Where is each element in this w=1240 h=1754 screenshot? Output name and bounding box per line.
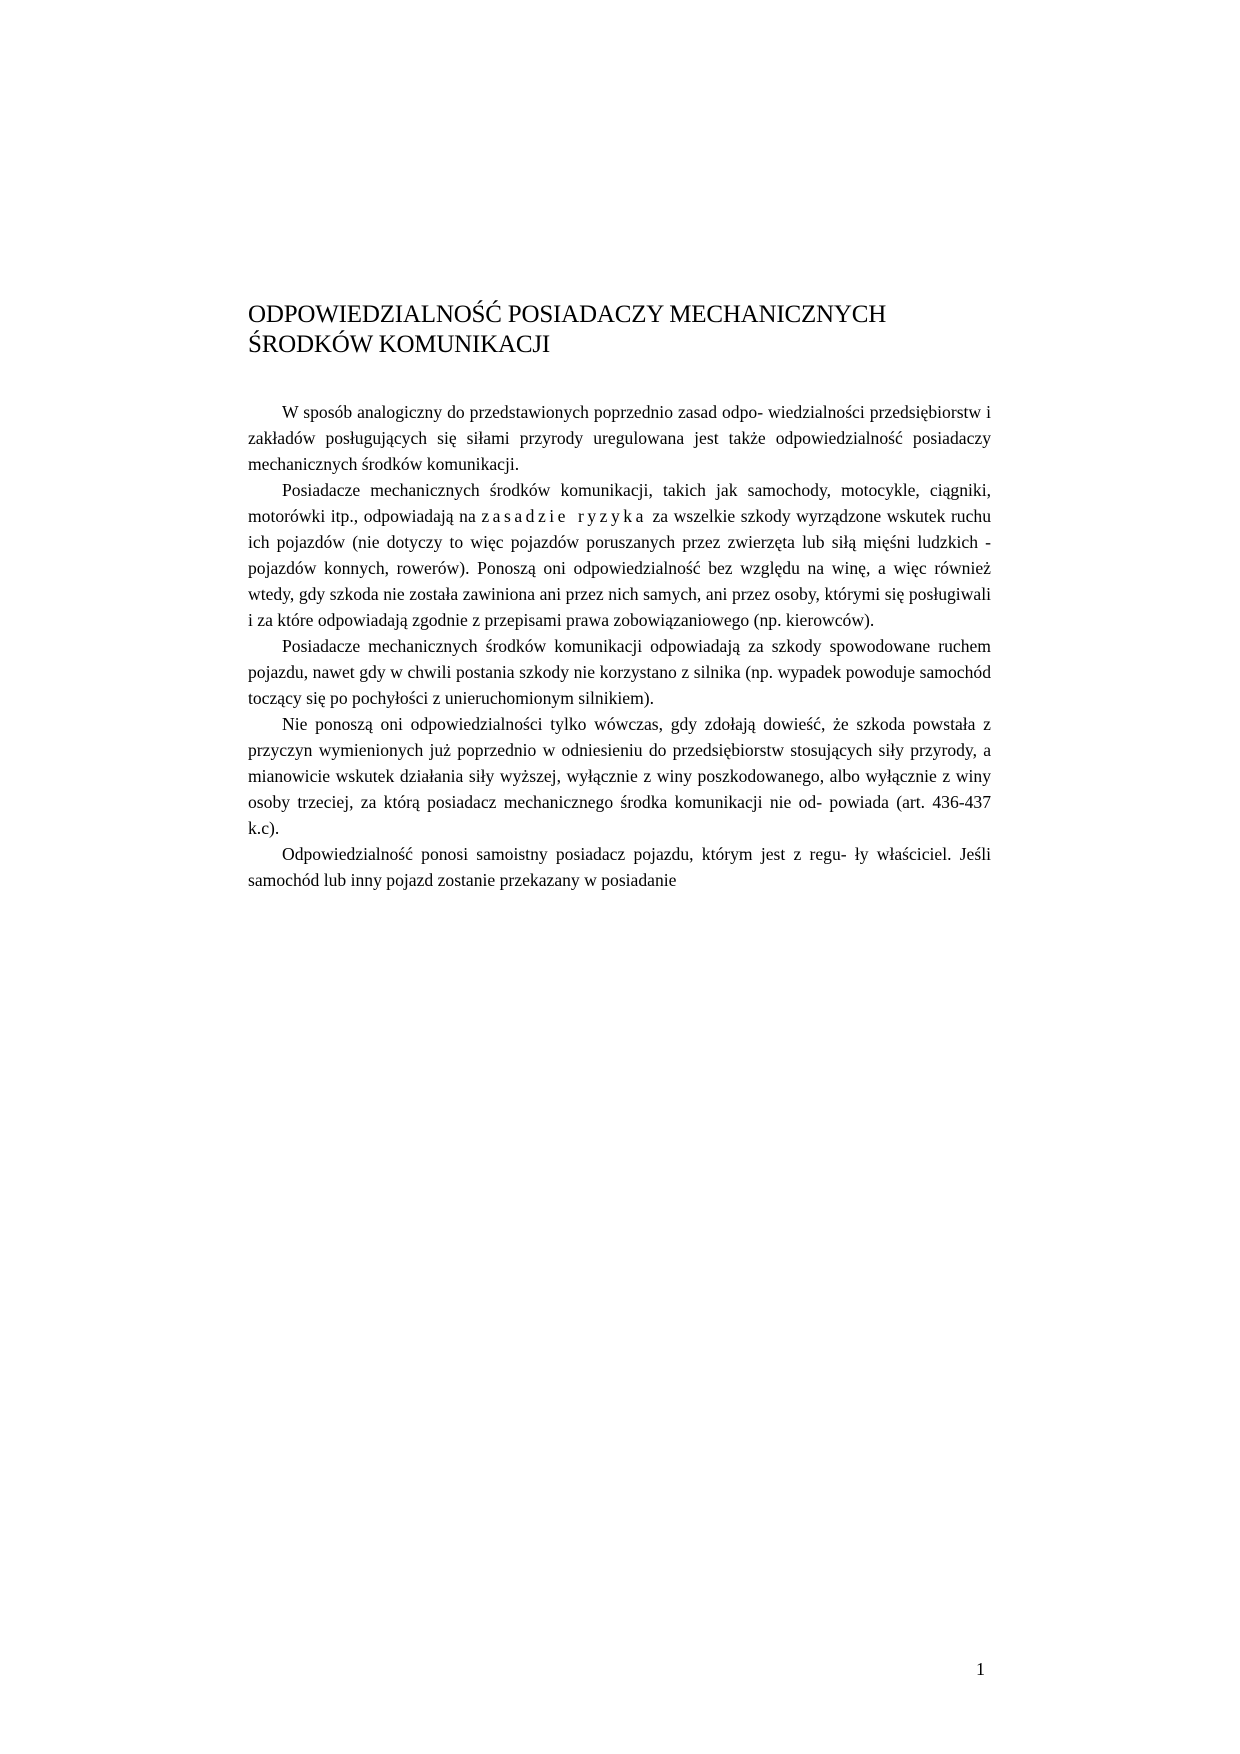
paragraph-3: Posiadacze mechanicznych środków komunikacji odpowiadają za szkody spowodowane ruchem pojazdu, nawet gdy w chwili postania szkody nie korzystano z silnika (np. wypadek powoduje samochód toczący się po pochyłości z unieruchomionym silnikiem). [248,636,991,708]
paragraph-1: W sposób analogiczny do przedstawionych poprzednio zasad odpo- wiedzialności przedsiębiorstw i zakładów posługujących się siłami przyrody uregulowana jest także odpowiedzialność posiadaczy mechanicznych środków komunikacji. [248,402,991,474]
document-title [248,300,1008,360]
title-line-2: ŚRODKÓW KOMUNIKACJI [248,331,550,358]
paragraph-5: Odpowiedzialność ponosi samoistny posiadacz pojazdu, którym jest z regu- ły właściciel. Jeśli samochód lub inny pojazd zostanie przekazany w posiadanie [248,844,991,890]
title-line-1: ODPOWIEDZIALNOŚĆ POSIADACZY MECHANICZNYCH [248,301,887,328]
paragraph-2 [248,477,991,633]
document-body [248,399,991,893]
paragraph-4: Nie ponoszą oni odpowiedzialności tylko wówczas, gdy zdołają dowieść, że szkoda powstała z przyczyn wymienionych już poprzednio w odniesieniu do przedsiębiorstw stosujących siły przyrody, a mianowicie wskutek działania siły wyższej, wyłącznie z winy poszkodowanego, albo wyłącznie z winy osoby trzeciej, za którą posiadacz mechanicznego środka komunikacji nie od- powiada (art. 436-437 k.c). [248,714,991,838]
page-number: 1 [976,1659,985,1679]
paragraph-2-text-start: Posiadacze mechanicznych środków komunikacji, takich jak samochody, motocykle, ciągniki, motorówki itp., odpowiadają na [248,480,991,526]
emphasized-term: zasadzie ryzyka [481,506,647,526]
paragraph-2-text-end: za wszelkie szkody wyrządzone wskutek ruchu ich pojazdów (nie dotyczy to więc pojazdów poruszanych przez zwierzęta lub siłą mięśni ludzkich - pojazdów konnych, rowerów). Ponoszą oni odpowiedzialność bez względu na winę, a więc również wtedy, gdy szkoda nie została zawiniona ani przez nich samych, ani przez osoby, którymi się posługiwali i za które odpowiadają zgodnie z przepisami prawa zobowiązaniowego (np. kierowców). [248,506,992,630]
